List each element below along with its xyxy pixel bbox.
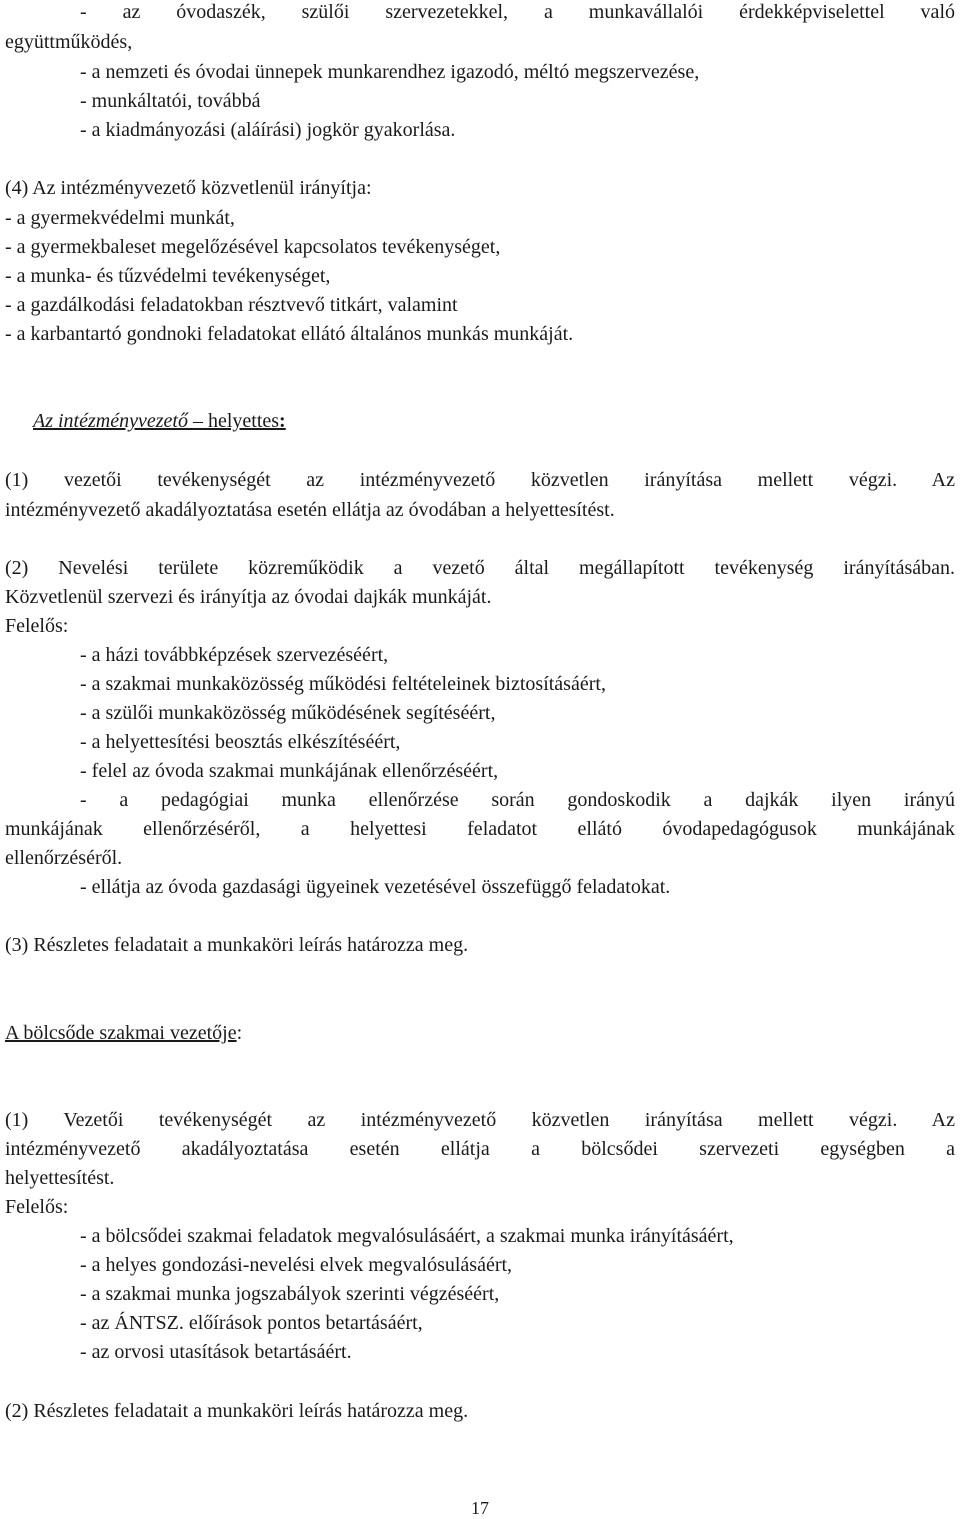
list-item: - a pedagógiai munka ellenőrzése során gondoskodik a dajkák ilyen irányú [80,789,955,811]
section-heading-bolcsode [5,1021,955,1045]
list-item: - az óvodaszék, szülői szervezetekkel, a munkavállalói érdekképviselettel való [80,1,955,23]
list-item-continuation: ellenőrzéséről. [5,847,123,869]
list-item: - a szakmai munkaközösség működési feltételeinek biztosításáért, [80,673,606,695]
list-item-continuation: munkájának ellenőrzéséről, a helyettesi feladatot ellátó óvodapedagógusok munkájának [5,818,955,840]
paragraph-line: Közvetlenül szervezi és irányítja az óvodai dajkák munkáját. [5,586,492,608]
list-item: - a kiadmányozási (aláírási) jogkör gyakorlása. [80,119,456,141]
page-number: 17 [471,1498,489,1518]
list-item: - a gyermekbaleset megelőzésével kapcsolatos tevékenységet, [5,236,501,258]
list-item: - a bölcsődei szakmai feladatok megvalósulásáért, a szakmai munka irányításáért, [80,1225,734,1247]
paragraph-line: helyettesítést. [5,1167,115,1189]
heading-text: A bölcsőde szakmai vezetője [5,1022,237,1044]
list-item: - a gyermekvédelmi munkát, [5,207,235,229]
list-item: - a helyes gondozási-nevelési elvek megvalósulásáért, [80,1254,513,1276]
list-item: - az ÁNTSZ. előírások pontos betartásáért, [80,1312,423,1334]
list-item: - az orvosi utasítások betartásáért. [80,1341,352,1363]
heading-colon: : [236,1022,243,1044]
paragraph-line: (1) vezetői tevékenységét az intézményvezető közvetlen irányítása mellett végzi. Az [5,469,955,491]
heading-colon: : [279,410,286,432]
list-item: - a szakmai munka jogszabályok szerinti végzéséért, [80,1283,500,1305]
list-item: - a karbantartó gondnoki feladatokat ellátó általános munkás munkáját. [5,323,574,345]
paragraph-line: intézményvezető akadályoztatása esetén ellátja az óvodában a helyettesítést. [5,499,615,521]
list-item: - munkáltatói, továbbá [80,90,261,112]
heading-italic-part: Az intézményvezető [33,410,188,432]
list-item: - a gazdálkodási feladatokban résztvevő titkárt, valamint [5,294,458,316]
paragraph-line: (2) Nevelési területe közreműködik a vezető által megállapított tevékenység irányításában. [5,557,955,579]
paragraph-intro: (4) Az intézményvezető közvetlenül irányítja: [5,177,372,199]
felelos-label: Felelős: [5,1196,69,1218]
list-item: - ellátja az óvoda gazdasági ügyeinek vezetésével összefüggő feladatokat. [80,876,671,898]
list-item: - a munka- és tűzvédelmi tevékenységet, [5,265,331,287]
list-item: - felel az óvoda szakmai munkájának ellenőrzéséért, [80,760,499,782]
paragraph-line: (2) Részletes feladatait a munkaköri leírás határozza meg. [5,1400,469,1422]
list-item: - a házi továbbképzések szervezéséért, [80,644,389,666]
section-heading-helyettes [33,409,955,433]
paragraph-line: intézményvezető akadályoztatása esetén ellátja a bölcsődei szervezeti egységben a [5,1138,955,1160]
felelos-label: Felelős: [5,615,69,637]
list-item: - a nemzeti és óvodai ünnepek munkarendhez igazodó, méltó megszervezése, [80,61,700,83]
paragraph-line: (3) Részletes feladatait a munkaköri leírás határozza meg. [5,934,469,956]
list-item: - a helyettesítési beosztás elkészítéséért, [80,731,401,753]
heading-dash: – [192,410,203,432]
paragraph-line: (1) Vezetői tevékenységét az intézményvezető közvetlen irányítása mellett végzi. Az [5,1109,955,1131]
heading-rest: helyettes [207,410,280,432]
list-item-continuation: együttműködés, [5,31,133,53]
list-item: - a szülői munkaközösség működésének segítéséért, [80,702,496,724]
